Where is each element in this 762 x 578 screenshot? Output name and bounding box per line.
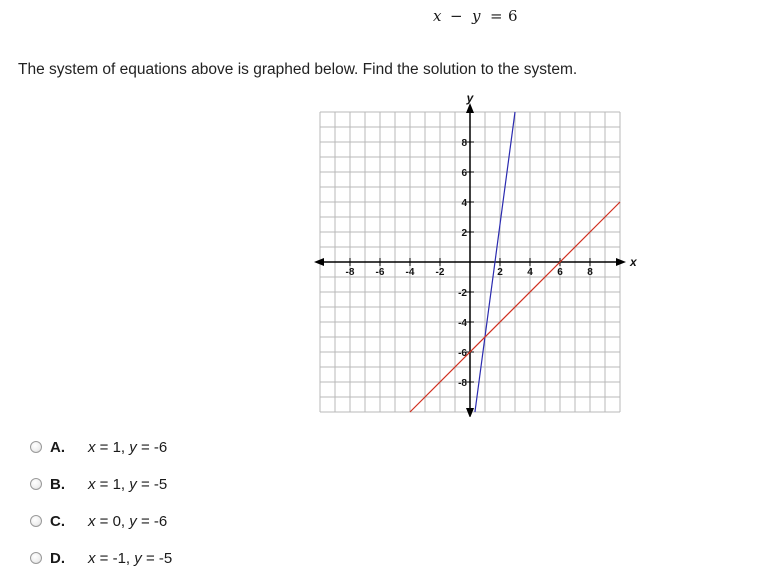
equation-y: y xyxy=(472,7,481,25)
y-axis-label: y xyxy=(466,92,474,105)
radio-a[interactable] xyxy=(30,441,42,453)
choice-a-answer: x = 1, y = -6 xyxy=(88,438,168,456)
radio-d[interactable] xyxy=(30,552,42,564)
choice-b[interactable] xyxy=(30,473,167,495)
y-tick-label: 8 xyxy=(461,138,467,149)
x-tick-label: -6 xyxy=(375,267,385,278)
x-tick-label: 6 xyxy=(557,267,563,278)
equation-equals: = xyxy=(490,7,503,25)
choice-a-letter: A. xyxy=(50,438,65,456)
x-tick-label: -4 xyxy=(405,267,415,278)
y-tick-label: -8 xyxy=(458,378,467,389)
choice-a[interactable] xyxy=(30,436,167,458)
graph-svg xyxy=(310,92,640,417)
x-tick-label: -8 xyxy=(345,267,355,278)
radio-b[interactable] xyxy=(30,478,42,490)
x-tick-label: 4 xyxy=(527,267,533,278)
y-tick-label: 2 xyxy=(461,228,467,239)
y-tick-label: 4 xyxy=(461,198,467,209)
equation xyxy=(380,4,540,30)
choice-b-answer: x = 1, y = -5 xyxy=(88,475,168,493)
choice-c-letter: C. xyxy=(50,512,65,530)
y-tick-label: -4 xyxy=(458,318,467,329)
radio-c[interactable] xyxy=(30,515,42,527)
y-tick-label: -6 xyxy=(458,348,467,359)
x-axis-label: x xyxy=(630,255,637,269)
coordinate-graph xyxy=(310,92,640,417)
x-tick-label: 8 xyxy=(587,267,593,278)
x-axis-arrow-right xyxy=(616,258,626,266)
equation-rhs: 6 xyxy=(508,7,518,25)
choice-b-letter: B. xyxy=(50,475,65,493)
choice-d[interactable] xyxy=(30,547,172,569)
question-prompt: The system of equations above is graphed below. Find the solution to the system. xyxy=(18,61,578,78)
y-tick-label: -2 xyxy=(458,288,467,299)
y-tick-label: 6 xyxy=(461,168,467,179)
x-tick-label: 2 xyxy=(497,267,503,278)
equation-x: x xyxy=(433,7,442,25)
x-tick-label: -2 xyxy=(435,267,445,278)
x-axis-arrow-left xyxy=(314,258,324,266)
choice-c-answer: x = 0, y = -6 xyxy=(88,512,168,530)
choice-d-letter: D. xyxy=(50,549,65,567)
choice-c[interactable] xyxy=(30,510,167,532)
equation-minus: − xyxy=(450,7,463,25)
choice-d-answer: x = -1, y = -5 xyxy=(88,549,173,567)
